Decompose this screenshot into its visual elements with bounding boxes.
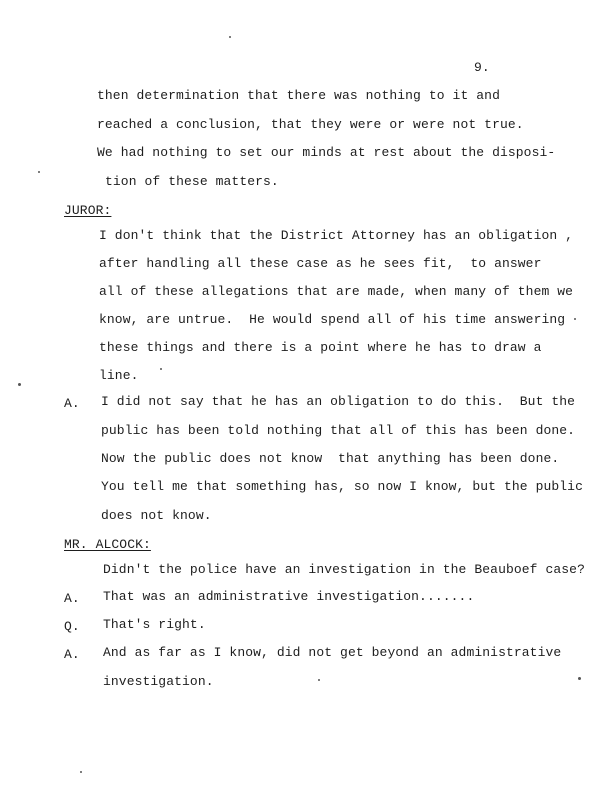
text-line: after handling all these case as he sees fit, to answer — [99, 256, 542, 271]
speaker-marker-a: A. — [64, 591, 80, 606]
text-line: I don't think that the District Attorney has an obligation , — [99, 228, 574, 243]
text-line: all of these allegations that are made, when many of them we — [99, 284, 574, 299]
text-line: investigation. — [103, 674, 214, 689]
text-line: And as far as I know, did not get beyond an administrative — [103, 645, 562, 660]
text-line: That's right. — [103, 617, 206, 632]
text-line: know, are untrue. He would spend all of his time answering — [99, 312, 566, 327]
text-line: Didn't the police have an investigation in the Beauboef case? — [103, 562, 585, 577]
text-line: these things and there is a point where he has to draw a — [99, 340, 542, 355]
speaker-marker-a: A. — [64, 647, 80, 662]
scan-speck — [574, 318, 576, 320]
text-line: then determination that there was nothing to it and — [97, 88, 500, 103]
text-line: Now the public does not know that anything has been done. — [101, 451, 560, 466]
text-line: does not know. — [101, 508, 212, 523]
scan-speck — [80, 771, 82, 773]
scan-speck — [160, 368, 162, 370]
scan-speck — [318, 679, 320, 681]
text-line: line. — [99, 368, 139, 383]
text-line: I did not say that he has an obligation to do this. But the — [101, 394, 576, 409]
text-line: reached a conclusion, that they were or were not true. — [97, 117, 524, 132]
scan-speck — [578, 677, 581, 680]
speaker-marker-a: A. — [64, 396, 80, 411]
text-line: public has been told nothing that all of this has been done. — [101, 423, 576, 438]
text-line: We had nothing to set our minds at rest about the disposi- — [97, 145, 556, 160]
text-line: You tell me that something has, so now I know, but the public — [101, 479, 583, 494]
speaker-marker-q: Q. — [64, 619, 80, 634]
speaker-label-juror: JUROR: — [64, 203, 112, 218]
speaker-label-mr-alcock: MR. ALCOCK: — [64, 537, 151, 552]
scan-speck — [38, 171, 40, 173]
text-line: tion of these matters. — [105, 174, 279, 189]
scan-speck — [229, 36, 231, 38]
text-line: That was an administrative investigation....... — [103, 589, 475, 604]
page-number: 9. — [474, 60, 490, 75]
scan-speck — [18, 383, 21, 386]
